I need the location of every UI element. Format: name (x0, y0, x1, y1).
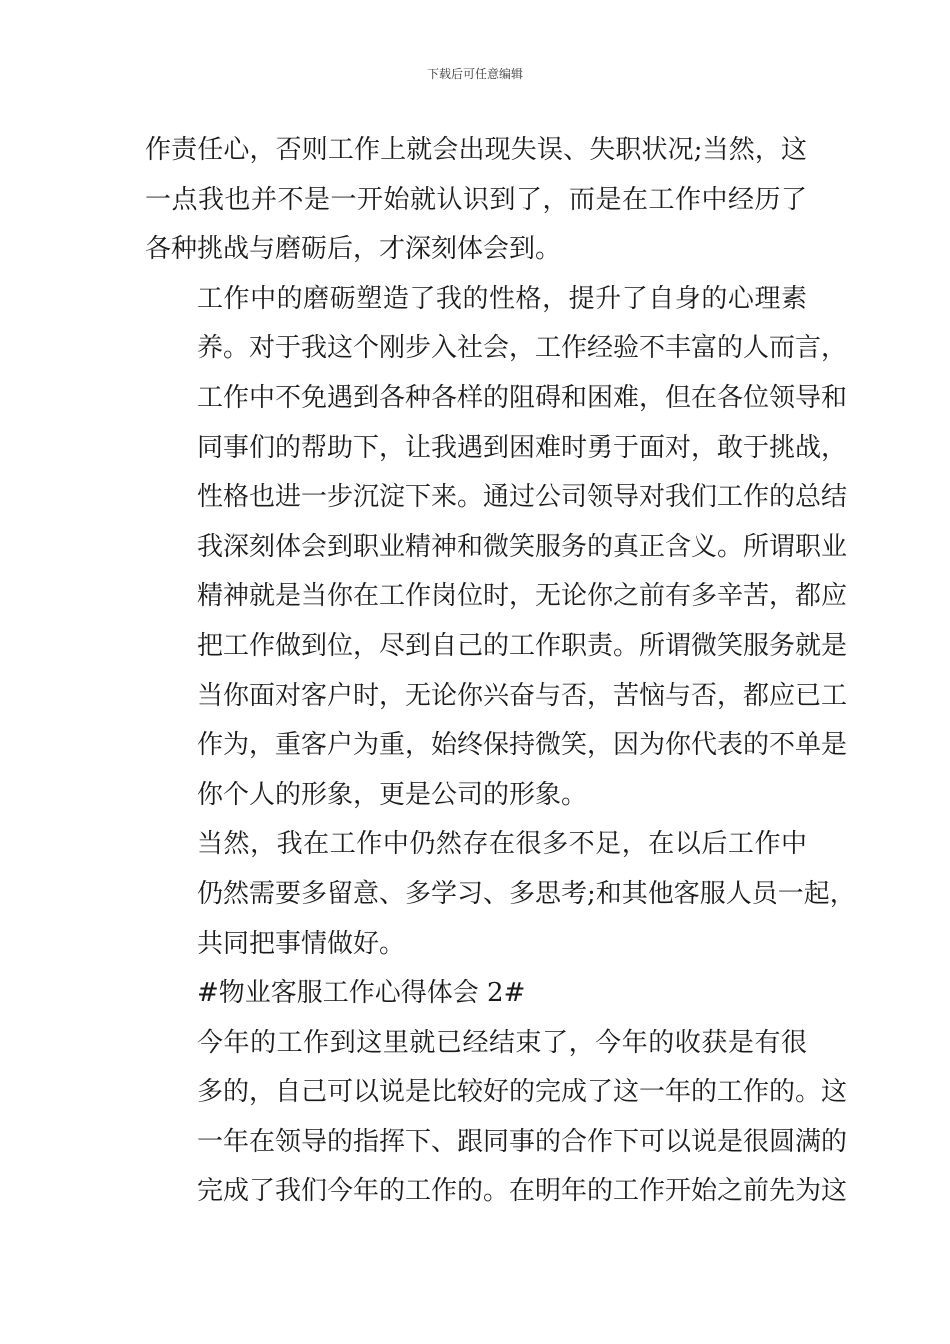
document-body (145, 126, 856, 1217)
text-line: 一点我也并不是一开始就认识到了，而是在工作中经历了 (145, 184, 807, 215)
text-line: 完成了我们今年的工作的。在明年的工作开始之前先为这 (197, 1176, 848, 1207)
paragraph (145, 969, 807, 1019)
text-line: 共同把事情做好。 (197, 928, 406, 959)
text-line: 当你面对客户时，无论你兴奋与否，苦恼与否，都应已工 (197, 680, 848, 711)
text-line: 养。对于我这个刚步入社会，工作经验不丰富的人而言， (197, 333, 848, 364)
text-line: 今年的工作到这里就已经结束了，今年的收获是有很 (197, 1027, 807, 1058)
paragraph (145, 1019, 848, 1217)
text-line: 同事们的帮助下，让我遇到困难时勇于面对，敢于挑战， (197, 432, 848, 463)
text-line: 多的，自己可以说是比较好的完成了这一年的工作的。这 (197, 1077, 848, 1108)
text-line: 工作中的磨砺塑造了我的性格，提升了自身的心理素 (197, 283, 807, 314)
text-line: 当然，我在工作中仍然存在很多不足，在以后工作中 (197, 829, 807, 860)
text-line: 我深刻体会到职业精神和微笑服务的真正含义。所谓职业 (197, 531, 848, 562)
text-line: 仍然需要多留意、多学习、多思考;和其他客服人员一起， (197, 878, 856, 909)
text-line: 你个人的形象，更是公司的形象。 (197, 779, 588, 810)
paragraph (145, 820, 856, 969)
text-line: #物业客服工作心得体会 2# (197, 978, 526, 1009)
text-line: 精神就是当你在工作岗位时，无论你之前有多辛苦，都应 (197, 581, 848, 612)
page-header: 下载后可任意编辑 (426, 67, 523, 81)
text-line: 一年在领导的指挥下、跟同事的合作下可以说是很圆满的 (197, 1126, 848, 1157)
text-line: 作为，重客户为重，始终保持微笑，因为你代表的不单是 (197, 730, 848, 761)
text-line: 性格也进一步沉淀下来。通过公司领导对我们工作的总结 (197, 482, 848, 513)
text-line: 各种挑战与磨砺后，才深刻体会到。 (145, 234, 562, 265)
text-line: 把工作做到位，尽到自己的工作职责。所谓微笑服务就是 (197, 630, 848, 661)
paragraph (145, 275, 848, 821)
text-line: 作责任心，否则工作上就会出现失误、失职状况;当然，这 (145, 135, 807, 165)
paragraph (145, 126, 807, 275)
text-line: 工作中不免遇到各种各样的阻碍和困难，但在各位领导和 (197, 382, 848, 413)
